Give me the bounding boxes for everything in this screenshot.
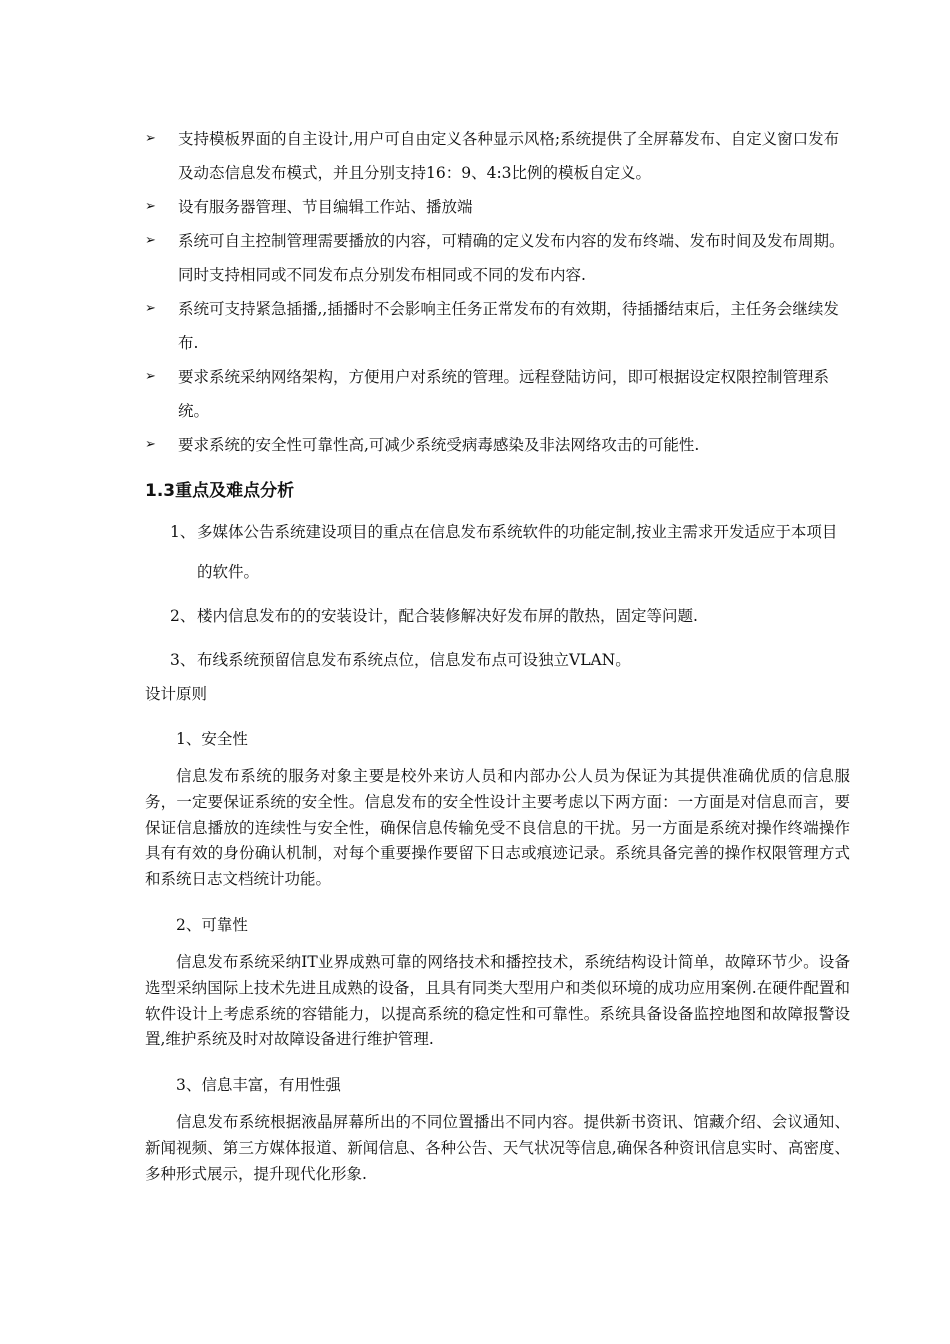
key-point-number: 3、 [170, 651, 196, 669]
key-point-item [170, 512, 850, 592]
arrow-bullet-icon: ➢ [145, 199, 156, 214]
feature-bullet-item [145, 122, 850, 190]
key-point-text: 布线系统预留信息发布系统点位，信息发布点可设独立VLAN。 [197, 651, 631, 669]
feature-bullet-text: 支持模板界面的自主设计,用户可自由定义各种显示风格;系统提供了全屏幕发布、自定义窗口发布及动态信息发布模式，并且分别支持16：9、4:3比例的模板自定义。 [178, 130, 840, 182]
principle-heading: 1、安全性 [176, 730, 248, 748]
feature-bullet-item [145, 190, 850, 224]
principle-body: 信息发布系统的服务对象主要是校外来访人员和内部办公人员为保证为其提供准确优质的信息服务，一定要保证系统的安全性。信息发布的安全性设计主要考虑以下两方面：一方面是对信息而言，要保证信息播放的连续性与安全性，确保信息传输免受不良信息的干扰。另一方面是系统对操作终端操作具有有效的身份确认机制，对每个重要操作要留下日志或痕迹记录。系统具备完善的操作权限管理方式和系统日志文档统计功能。 [145, 767, 850, 889]
principle-heading: 2、可靠性 [176, 916, 248, 934]
principle-heading: 3、信息丰富，有用性强 [176, 1076, 341, 1094]
feature-bullet-item [145, 428, 850, 462]
key-point-text: 多媒体公告系统建设项目的重点在信息发布系统软件的功能定制,按业主需求开发适应于本项目的软件。 [197, 523, 838, 581]
feature-bullet-text: 要求系统采纳网络架构，方便用户对系统的管理。远程登陆访问，即可根据设定权限控制管理系统。 [178, 368, 830, 420]
key-point-item [170, 596, 850, 636]
key-point-number: 2、 [170, 607, 196, 625]
key-points-list [170, 512, 850, 684]
section-heading: 1.3重点及难点分析 [145, 481, 295, 501]
key-point-text: 楼内信息发布的的安装设计，配合装修解决好发布屏的散热，固定等问题. [197, 607, 698, 625]
key-point-number: 1、 [170, 523, 196, 541]
feature-bullet-text: 要求系统的安全性可靠性高,可减少系统受病毒感染及非法网络攻击的可能性. [178, 436, 700, 454]
key-point-item [170, 640, 850, 680]
arrow-bullet-icon: ➢ [145, 131, 156, 146]
feature-bullet-item [145, 360, 850, 428]
arrow-bullet-icon: ➢ [145, 369, 156, 384]
design-principles-title: 设计原则 [145, 685, 208, 703]
principle-body: 信息发布系统根据液晶屏幕所出的不同位置播出不同内容。提供新书资讯、馆藏介绍、会议通知、新闻视频、第三方媒体报道、新闻信息、各种公告、天气状况等信息,确保各种资讯信息实时、高密度、多种形式展示，提升现代化形象. [145, 1113, 850, 1183]
feature-bullet-text: 设有服务器管理、节目编辑工作站、播放端 [178, 198, 473, 216]
principle-body: 信息发布系统采纳IT业界成熟可靠的网络技术和播控技术，系统结构设计简单，故障环节少。设备选型采纳国际上技术先进且成熟的设备，且具有同类大型用户和类似环境的成功应用案例.在硬件配置和软件设计上考虑系统的容错能力，以提高系统的稳定性和可靠性。系统具备设备监控地图和故障报警设置,维护系统及时对故障设备进行维护管理. [145, 953, 850, 1049]
arrow-bullet-icon: ➢ [145, 233, 156, 248]
arrow-bullet-icon: ➢ [145, 301, 156, 316]
arrow-bullet-icon: ➢ [145, 437, 156, 452]
feature-bullet-item [145, 292, 850, 360]
feature-bullet-item [145, 224, 850, 292]
feature-bullet-list [145, 122, 850, 462]
feature-bullet-text: 系统可支持紧急插播,,插播时不会影响主任务正常发布的有效期，待插播结束后，主任务会继续发布. [178, 300, 839, 352]
feature-bullet-text: 系统可自主控制管理需要播放的内容，可精确的定义发布内容的发布终端、发布时间及发布周期。同时支持相同或不同发布点分别发布相同或不同的发布内容. [178, 232, 845, 284]
